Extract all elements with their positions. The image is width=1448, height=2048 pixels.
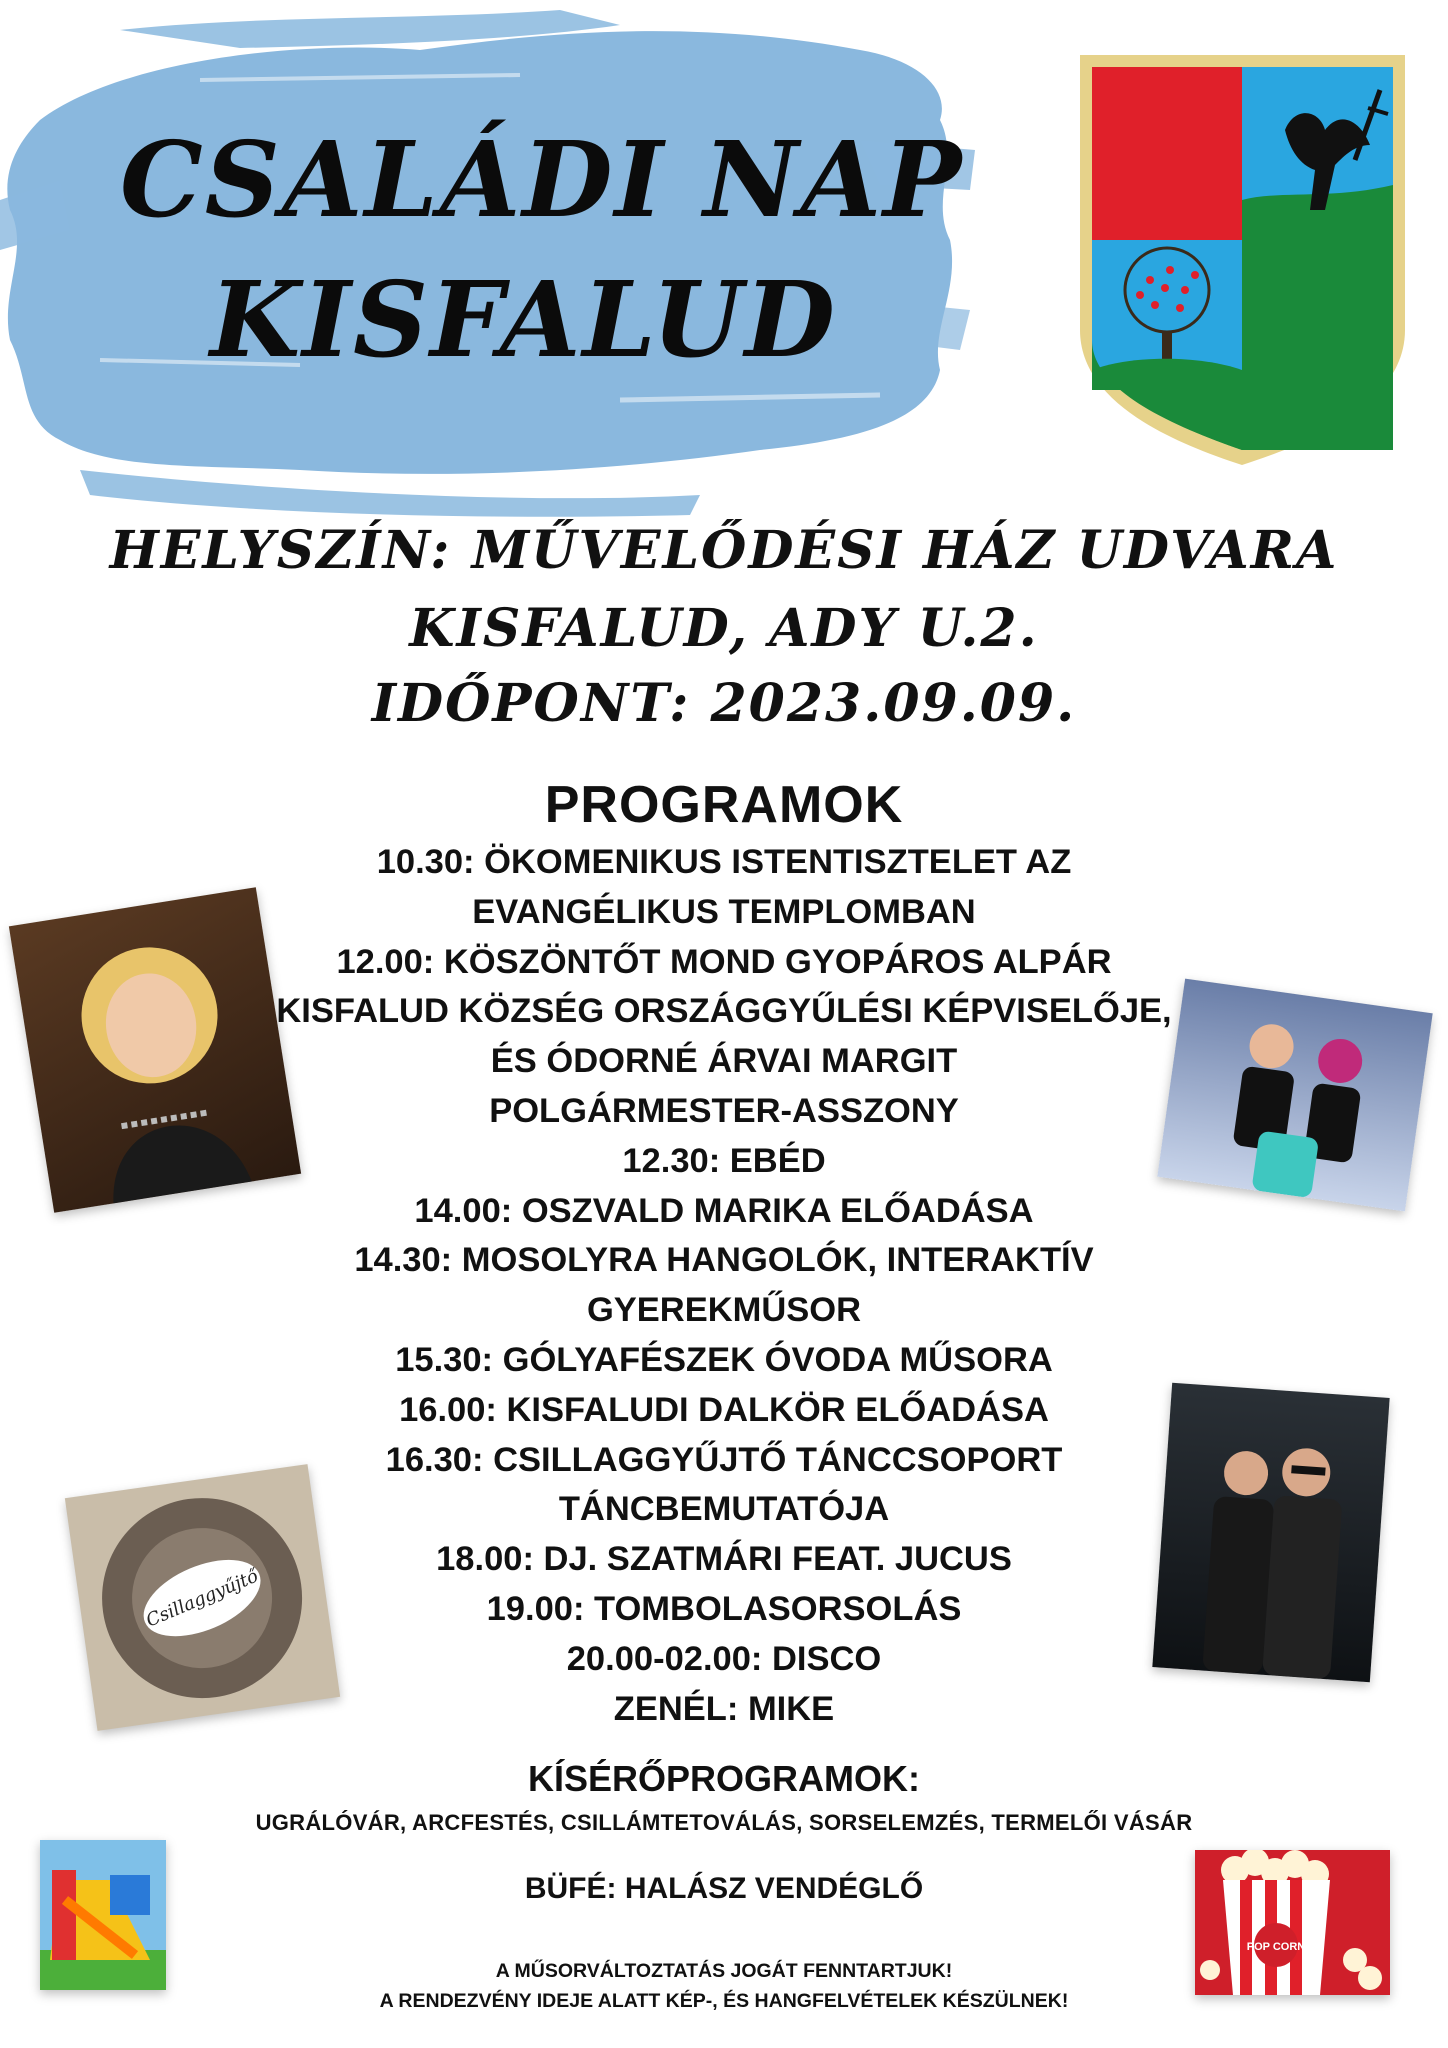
schedule-line: EVANGÉLIKUS TEMPLOMBAN bbox=[472, 892, 976, 931]
band-photo bbox=[1157, 979, 1432, 1212]
schedule-line: 15.30: GÓLYAFÉSZEK ÓVODA MŰSORA bbox=[395, 1340, 1053, 1379]
schedule-line: KISFALUD KÖZSÉG ORSZÁGGYŰLÉSI KÉPVISELŐJE, bbox=[276, 992, 1172, 1031]
note-line-2: A RENDEZVÉNY IDEJE ALATT KÉP-, ÉS HANGFELVÉTELEK KÉSZÜLNEK! bbox=[379, 1990, 1069, 2012]
program-schedule bbox=[200, 838, 1248, 1734]
venue-line-2: KISFALUD, ADY U.2. bbox=[409, 598, 1039, 659]
dj-photo bbox=[1152, 1383, 1389, 1683]
schedule-line: 16.30: CSILLAGGYŰJTŐ TÁNCCSOPORT bbox=[385, 1440, 1063, 1479]
venue-line-1: HELYSZÍN: MŰVELŐDÉSI HÁZ UDVARA bbox=[109, 520, 1339, 581]
schedule-line: 14.00: OSZVALD MARIKA ELŐADÁSA bbox=[414, 1191, 1034, 1230]
schedule-line: TÁNCBEMUTATÓJA bbox=[558, 1490, 890, 1529]
program-title: PROGRAMOK bbox=[544, 776, 904, 834]
schedule-line: 16.00: KISFALUDI DALKÖR ELŐADÁSA bbox=[399, 1390, 1049, 1429]
schedule-line: 10.30: ÖKOMENIKUS ISTENTISZTELET AZ bbox=[376, 843, 1072, 881]
schedule-line: ZENÉL: MIKE bbox=[613, 1689, 835, 1728]
coat-of-arms-icon bbox=[1070, 50, 1415, 470]
schedule-line: 20.00-02.00: DISCO bbox=[566, 1639, 882, 1678]
singer-photo bbox=[9, 887, 301, 1213]
buffet-line: BÜFÉ: HALÁSZ VENDÉGLŐ bbox=[524, 1872, 924, 1905]
schedule-line: 12.30: EBÉD bbox=[622, 1141, 826, 1180]
side-programs-title: KÍSÉRŐPROGRAMOK: bbox=[527, 1758, 920, 1799]
dance-group-photo bbox=[65, 1464, 340, 1731]
schedule-line: POLGÁRMESTER-ASSZONY bbox=[489, 1091, 959, 1130]
schedule-line: GYEREKMŰSOR bbox=[586, 1291, 862, 1330]
note-line-1: A MŰSORVÁLTOZTATÁS JOGÁT FENNTARTJUK! bbox=[495, 1960, 953, 1982]
schedule-line: 19.00: TOMBOLASORSOLÁS bbox=[486, 1589, 962, 1628]
title-line-1: CSALÁDI NAP bbox=[120, 118, 964, 241]
title-line-2: KISFALUD bbox=[210, 258, 837, 381]
schedule-line: 12.00: KÖSZÖNTŐT MOND GYOPÁROS ALPÁR bbox=[336, 942, 1112, 981]
schedule-line: ÉS ÓDORNÉ ÁRVAI MARGIT bbox=[490, 1042, 958, 1081]
side-programs-list: UGRÁLÓVÁR, ARCFESTÉS, CSILLÁMTETOVÁLÁS, SORSELEMZÉS, TERMELŐI VÁSÁR bbox=[255, 1810, 1193, 1835]
popcorn-label: POP CORN bbox=[1246, 1941, 1306, 1953]
schedule-line: 14.30: MOSOLYRA HANGOLÓK, INTERAKTÍV bbox=[354, 1241, 1094, 1280]
dance-group-logo-text: Csillaggyűjtő bbox=[143, 1565, 262, 1632]
date-line: IDŐPONT: 2023.09.09. bbox=[371, 673, 1077, 734]
schedule-line: 18.00: DJ. SZATMÁRI FEAT. JUCUS bbox=[436, 1540, 1012, 1579]
